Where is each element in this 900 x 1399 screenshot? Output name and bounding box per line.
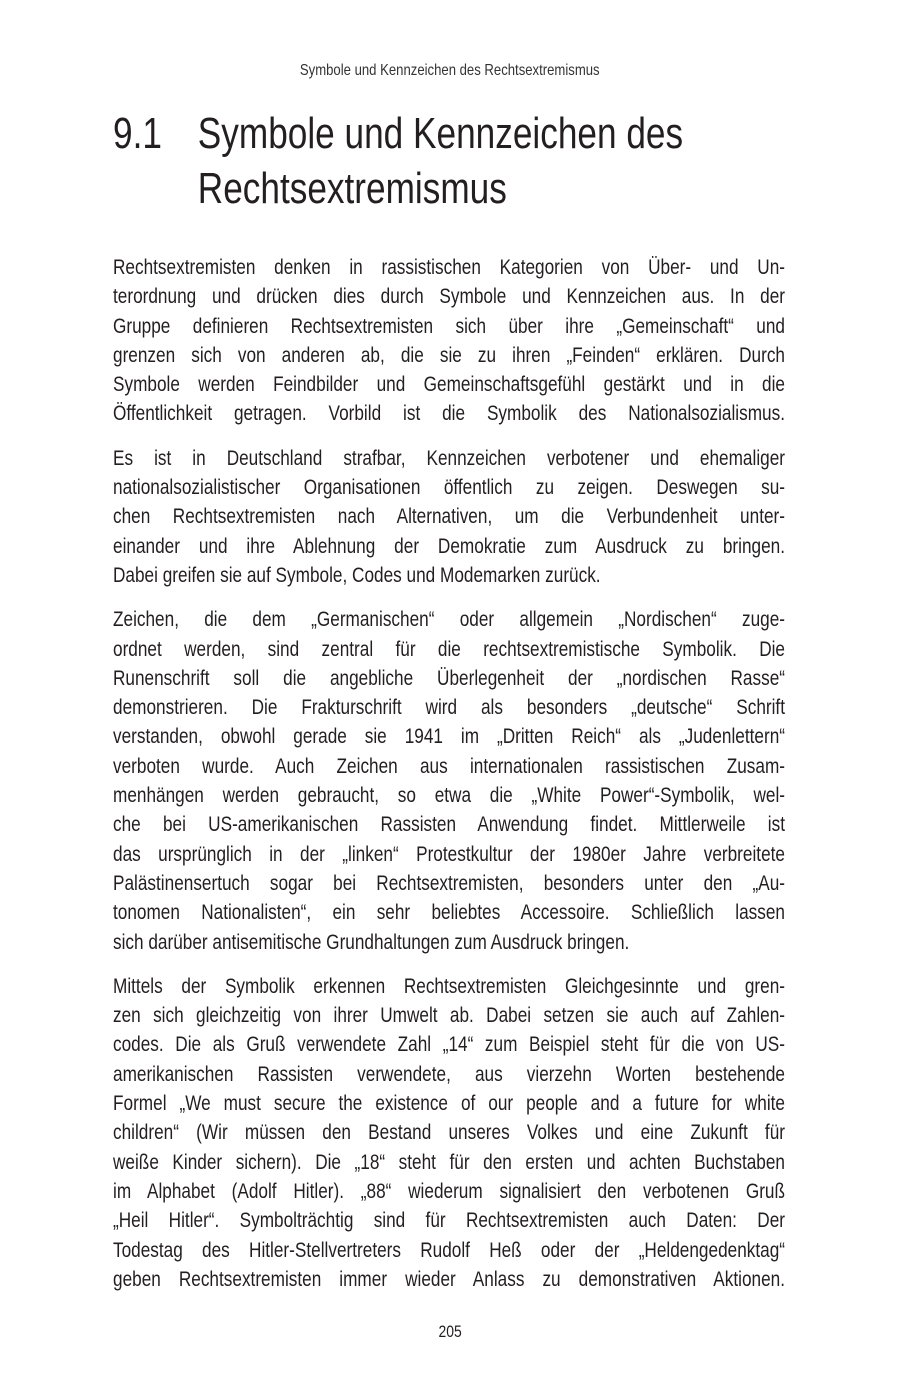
- text-line: verstanden, obwohl gerade sie 1941 im „Dritten Reich“ als „Judenlettern“: [113, 724, 785, 749]
- text-line: menhängen werden gebraucht, so etwa die „White Power“-Symbolik, wel-: [113, 783, 785, 808]
- page-number: [0, 1322, 900, 1342]
- running-head: [0, 62, 900, 80]
- body-text: [113, 253, 785, 1309]
- text-line: tonomen Nationalisten“, ein sehr beliebtes Accessoire. Schließlich lassen: [113, 900, 785, 925]
- text-line: Runenschrift soll die angebliche Überlegenheit der „nordischen Rasse“: [113, 665, 785, 690]
- text-line: chen Rechtsextremisten nach Alternativen, um die Verbundenheit unter-: [113, 504, 785, 529]
- text-line: Dabei greifen sie auf Symbole, Codes und Modemarken zurück.: [113, 562, 601, 587]
- text-line: che bei US-amerikanischen Rassisten Anwendung findet. Mittlerweile ist: [113, 812, 785, 837]
- text-line: amerikanischen Rassisten verwendete, aus vierzehn Worten bestehende: [113, 1061, 785, 1086]
- section-number: 9.1: [113, 109, 162, 158]
- text-line: Es ist in Deutschland strafbar, Kennzeichen verbotener und ehemaliger: [113, 445, 785, 470]
- text-line: zen sich gleichzeitig von ihrer Umwelt ab. Dabei setzen sie auch auf Zahlen-: [113, 1003, 785, 1028]
- text-line: sich darüber antisemitische Grundhaltungen zum Ausdruck bringen.: [113, 929, 630, 954]
- text-line: codes. Die als Gruß verwendete Zahl „14“ zum Beispiel steht für die von US-: [113, 1032, 785, 1057]
- text-line: im Alphabet (Adolf Hitler). „88“ wiederum signalisiert den verbotenen Gruß: [113, 1178, 785, 1203]
- running-head-text: Symbole und Kennzeichen des Rechtsextremismus: [300, 62, 600, 79]
- text-line: grenzen sich von anderen ab, die sie zu ihren „Feinden“ erklären. Durch: [113, 342, 785, 367]
- text-line: weiße Kinder sichern). Die „18“ steht für den ersten und achten Buchstaben: [113, 1149, 785, 1174]
- text-line: einander und ihre Ablehnung der Demokratie zum Ausdruck zu bringen.: [113, 533, 785, 558]
- paragraph: [113, 444, 785, 590]
- text-line: Gruppe definieren Rechtsextremisten sich über ihre „Gemeinschaft“ und: [113, 313, 785, 338]
- text-line: Zeichen, die dem „Germanischen“ oder allgemein „Nordischen“ zuge-: [113, 607, 785, 632]
- text-line: Formel „We must secure the existence of our people and a future for white: [113, 1091, 785, 1116]
- text-line: Todestag des Hitler-Stellvertreters Rudolf Heß oder der „Heldengedenktag“: [113, 1237, 785, 1262]
- text-line: children“ (Wir müssen den Bestand unseres Volkes und eine Zukunft für: [113, 1120, 785, 1145]
- text-line: Symbole werden Feindbilder und Gemeinschaftsgefühl gestärkt und in die: [113, 372, 785, 397]
- text-line: geben Rechtsextremisten immer wieder Anlass zu demonstrativen Aktionen.: [113, 1266, 785, 1291]
- text-line: Palästinensertuch sogar bei Rechtsextremisten, besonders unter den „Au-: [113, 870, 785, 895]
- section-title-line: Rechtsextremismus: [197, 164, 507, 213]
- paragraph: [113, 972, 785, 1294]
- text-line: nationalsozialistischer Organisationen öffentlich zu zeigen. Deswegen su-: [113, 475, 785, 500]
- text-line: Mittels der Symbolik erkennen Rechtsextremisten Gleichgesinnte und gren-: [113, 973, 785, 998]
- text-line: das ursprünglich in der „linken“ Protestkultur der 1980er Jahre verbreitete: [113, 841, 785, 866]
- text-line: demonstrieren. Die Frakturschrift wird als besonders „deutsche“ Schrift: [113, 695, 785, 720]
- text-line: ordnet werden, sind zentral für die rechtsextremistische Symbolik. Die: [113, 636, 785, 661]
- section-title-line: Symbole und Kennzeichen des: [197, 109, 684, 158]
- paragraph: [113, 605, 785, 957]
- text-line: verboten wurde. Auch Zeichen aus internationalen rassistischen Zusam-: [113, 753, 785, 778]
- text-line: Öffentlichkeit getragen. Vorbild ist die Symbolik des Nationalsozialismus.: [113, 401, 785, 426]
- text-line: Rechtsextremisten denken in rassistischen Kategorien von Über- und Un-: [113, 255, 785, 279]
- page-number-text: 205: [438, 1322, 462, 1341]
- text-line: terordnung und drücken dies durch Symbole und Kennzeichen aus. In der: [113, 284, 785, 309]
- paragraph: [113, 253, 785, 429]
- text-line: „Heil Hitler“. Symbolträchtig sind für Rechtsextremisten auch Daten: Der: [113, 1208, 785, 1233]
